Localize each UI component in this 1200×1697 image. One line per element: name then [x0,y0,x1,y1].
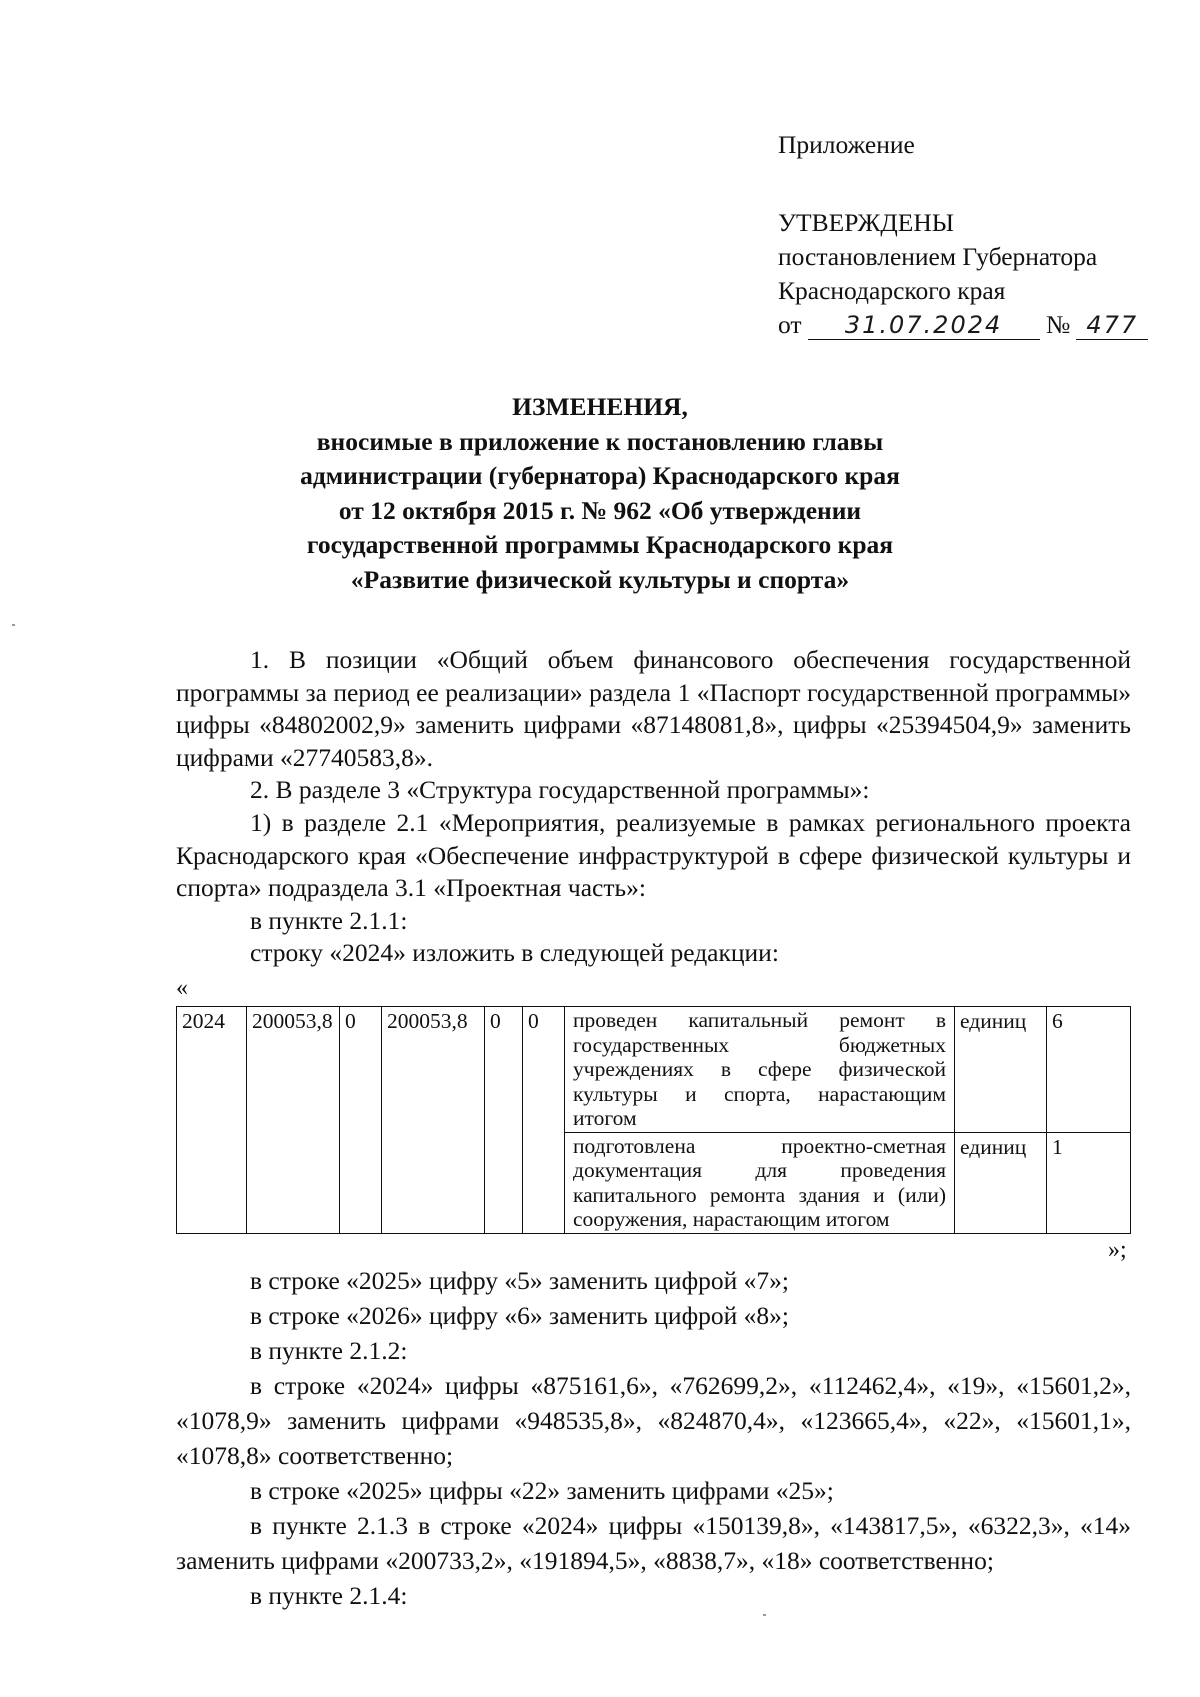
table-row [177,1007,1131,1133]
cell-total: 200053,8 [247,1007,340,1234]
cell-unit: единиц [955,1132,1047,1233]
cell-value: 1 [1047,1132,1131,1233]
paragraph-1: 1. В позиции «Общий объем финансового обеспечения государственной программы за период ее реализации» раздела 1 «Паспорт государственной программы» цифры «84802002,9» заменить цифрами «87148081,8», цифры «25394504,9» заменить цифрами «27740583,8». [176,645,1131,772]
scan-speck [12,624,15,626]
paragraph-5: строку «2024» изложить в следующей редакции: [250,938,779,968]
appendix-label: Приложение [778,130,915,159]
paragraph-8: в пункте 2.1.2: [250,1336,408,1365]
scan-speck [763,1614,766,1616]
paragraph-12: в пункте 2.1.4: [250,1581,408,1610]
paragraph-6: в строке «2025» цифру «5» заменить цифрой «7»; [250,1266,789,1295]
approval-date-line [778,308,1148,342]
amendment-table [176,1006,1131,1234]
cell-c2: 200053,8 [382,1007,485,1234]
approval-block [778,128,1148,342]
title-line-1: вносимые в приложение к постановлению главы [316,426,884,456]
body-text [176,644,1131,970]
approved-label: УТВЕРЖДЕНЫ [778,208,954,237]
cell-year: 2024 [177,1007,247,1234]
paragraph-11: в пункте 2.1.3 в строке «2024» цифры «150139,8», «143817,5», «6322,3», «14» заменить цифрами «200733,2», «191894,5», «8838,7», «18» соответственно; [176,1511,1131,1575]
paragraph-9: в строке «2024» цифры «875161,6», «762699,2», «112462,4», «19», «15601,2», «1078,9» заменить цифрами «948535,8», «824870,4», «123665,4», «22», «15601,1», «1078,8» соответственно; [176,1371,1131,1470]
paragraph-3: 1) в разделе 2.1 «Мероприятия, реализуемые в рамках регионального проекта Краснодарского края «Обеспечение инфраструктурой в сфере физической культуры и спорта» подраздела 3.1 «Проектная часть»: [176,807,1131,903]
cell-desc: подготовлена проектно-сметная документация для проведения капитального ремонта здания и (или) сооружения, нарастающим итогом [565,1132,955,1233]
from-label: от [778,310,802,339]
cell-c4: 0 [523,1007,565,1234]
cell-value: 6 [1047,1007,1131,1133]
title-line-5: «Развитие физической культуры и спорта» [350,564,850,594]
title-line-3: от 12 октября 2015 г. № 962 «Об утверждении [338,495,862,525]
title-line-2: администрации (губернатора) Краснодарского края [300,461,900,491]
title-line-4: государственной программы Краснодарского края [306,530,894,560]
paragraph-2: 2. В разделе 3 «Структура государственной программы»: [250,775,870,805]
cell-desc: проведен капитальный ремонт в государственных бюджетных учреждениях в сфере физической культуры и спорта, нарастающим итогом [565,1007,955,1133]
approval-line-1: постановлением Губернатора [778,242,1098,271]
closing-quote: »; [1108,1237,1127,1263]
document-title [240,390,960,598]
approval-line-2: Краснодарского края [778,276,1006,305]
paragraph-10: в строке «2025» цифры «22» заменить цифрами «25»; [250,1476,834,1505]
cell-c1: 0 [340,1007,382,1234]
opening-quote: « [176,975,188,1001]
paragraph-4: в пункте 2.1.1: [250,905,408,935]
handwritten-number: 477 [1076,311,1148,340]
cell-c3: 0 [485,1007,523,1234]
handwritten-date: 31.07.2024 [808,311,1040,340]
title-heading: ИЗМЕНЕНИЯ, [512,392,688,421]
body-text-continued [176,1263,1131,1613]
cell-unit: единиц [955,1007,1047,1133]
number-label: № [1045,310,1071,339]
paragraph-7: в строке «2026» цифру «6» заменить цифрой «8»; [250,1301,789,1330]
